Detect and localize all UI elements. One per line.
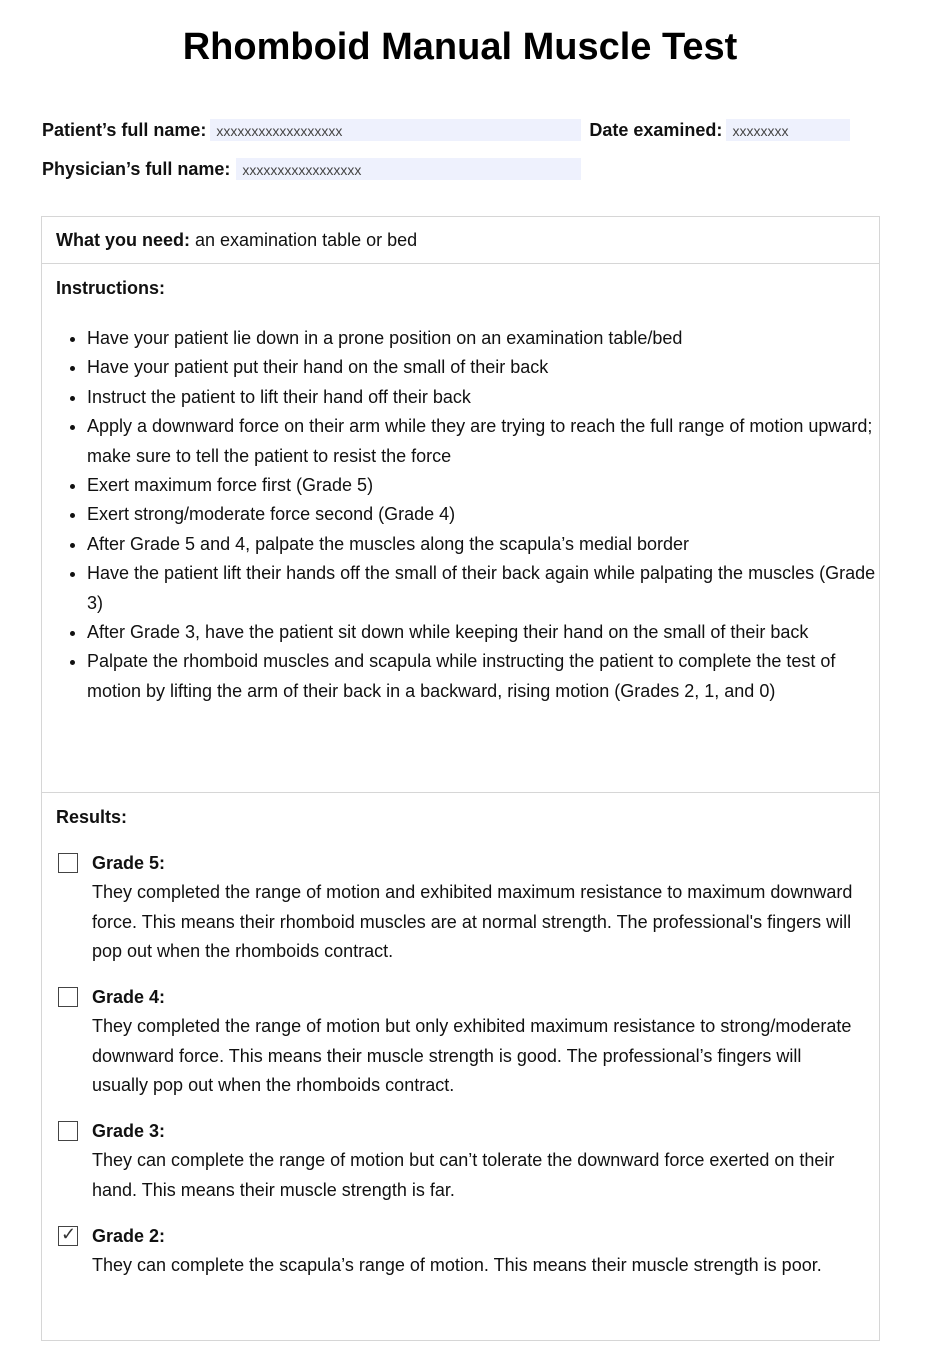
instruction-item: • Instruct the patient to lift their hand off their back	[87, 383, 877, 412]
instruction-item: • Apply a downward force on their arm while they are trying to reach the full range of motion upward; make sure to tell the patient to resist the force	[87, 412, 877, 471]
instruction-item: • Palpate the rhomboid muscles and scapula while instructing the patient to complete the test of motion by lifting the arm of their back in a backward, rising motion (Grades 2, 1, and 0)	[87, 647, 877, 706]
instruction-item: • Exert strong/moderate force second (Grade 4)	[87, 500, 877, 529]
grade-3-checkbox[interactable]	[58, 1121, 78, 1141]
patient-name-label: Patient’s full name:	[42, 119, 207, 140]
results-heading: Results:	[56, 807, 128, 827]
instruction-item: • Exert maximum force first (Grade 5)	[87, 471, 877, 500]
physician-name-label: Physician’s full name:	[42, 158, 231, 179]
grade-5-description: They completed the range of motion and exhibited maximum resistance to maximum downward force. This means their rhomboid muscles are at normal strength. The professional's fingers will pop out when the rhomboids contract.	[92, 882, 853, 961]
grade-3-label: Grade 3:	[92, 1121, 166, 1141]
what-you-need-value: an examination table or bed	[190, 230, 418, 250]
patient-name-field[interactable]: xxxxxxxxxxxxxxxxxx	[210, 119, 581, 141]
patient-row	[42, 119, 850, 141]
physician-row	[42, 158, 581, 180]
grade-5-checkbox[interactable]	[58, 853, 78, 873]
grade-3-description: They can complete the range of motion but can’t tolerate the downward force exerted on their hand. This means their muscle strength is far.	[92, 1150, 835, 1200]
date-examined-label: Date examined:	[589, 119, 723, 140]
form-box	[41, 216, 880, 1341]
grade-4-description: They completed the range of motion but only exhibited maximum resistance to strong/moderate downward force. This means their muscle strength is good. The professional’s fingers will usually pop out when the rhomboids contract.	[92, 1016, 852, 1095]
instruction-item: • After Grade 3, have the patient sit down while keeping their hand on the small of their back	[87, 618, 877, 647]
divider	[42, 792, 879, 793]
instruction-item: • Have your patient lie down in a prone position on an examination table/bed	[87, 324, 877, 353]
what-you-need	[56, 230, 893, 251]
grade-4-label: Grade 4:	[92, 987, 166, 1007]
what-you-need-label: What you need:	[56, 230, 190, 250]
instruction-item: • Have the patient lift their hands off the small of their back again while palpating the muscles (Grade 3)	[87, 559, 877, 618]
grade-2-label: Grade 2:	[92, 1226, 166, 1246]
grade-2-description: They can complete the scapula’s range of motion. This means their muscle strength is poor.	[92, 1255, 822, 1275]
divider	[42, 263, 879, 264]
instructions-list	[56, 324, 877, 706]
check-icon: ✓	[61, 1224, 77, 1244]
grade-2-checkbox[interactable]	[58, 1226, 78, 1246]
date-examined-field[interactable]: xxxxxxxx	[726, 119, 850, 141]
instructions-heading: Instructions:	[56, 278, 166, 298]
grade-4-checkbox[interactable]	[58, 987, 78, 1007]
physician-name-field[interactable]: xxxxxxxxxxxxxxxxx	[236, 158, 581, 180]
instruction-item: • After Grade 5 and 4, palpate the muscles along the scapula’s medial border	[87, 530, 877, 559]
instruction-item: • Have your patient put their hand on the small of their back	[87, 353, 877, 382]
page-title: Rhomboid Manual Muscle Test	[182, 26, 738, 68]
grade-5-label: Grade 5:	[92, 853, 166, 873]
